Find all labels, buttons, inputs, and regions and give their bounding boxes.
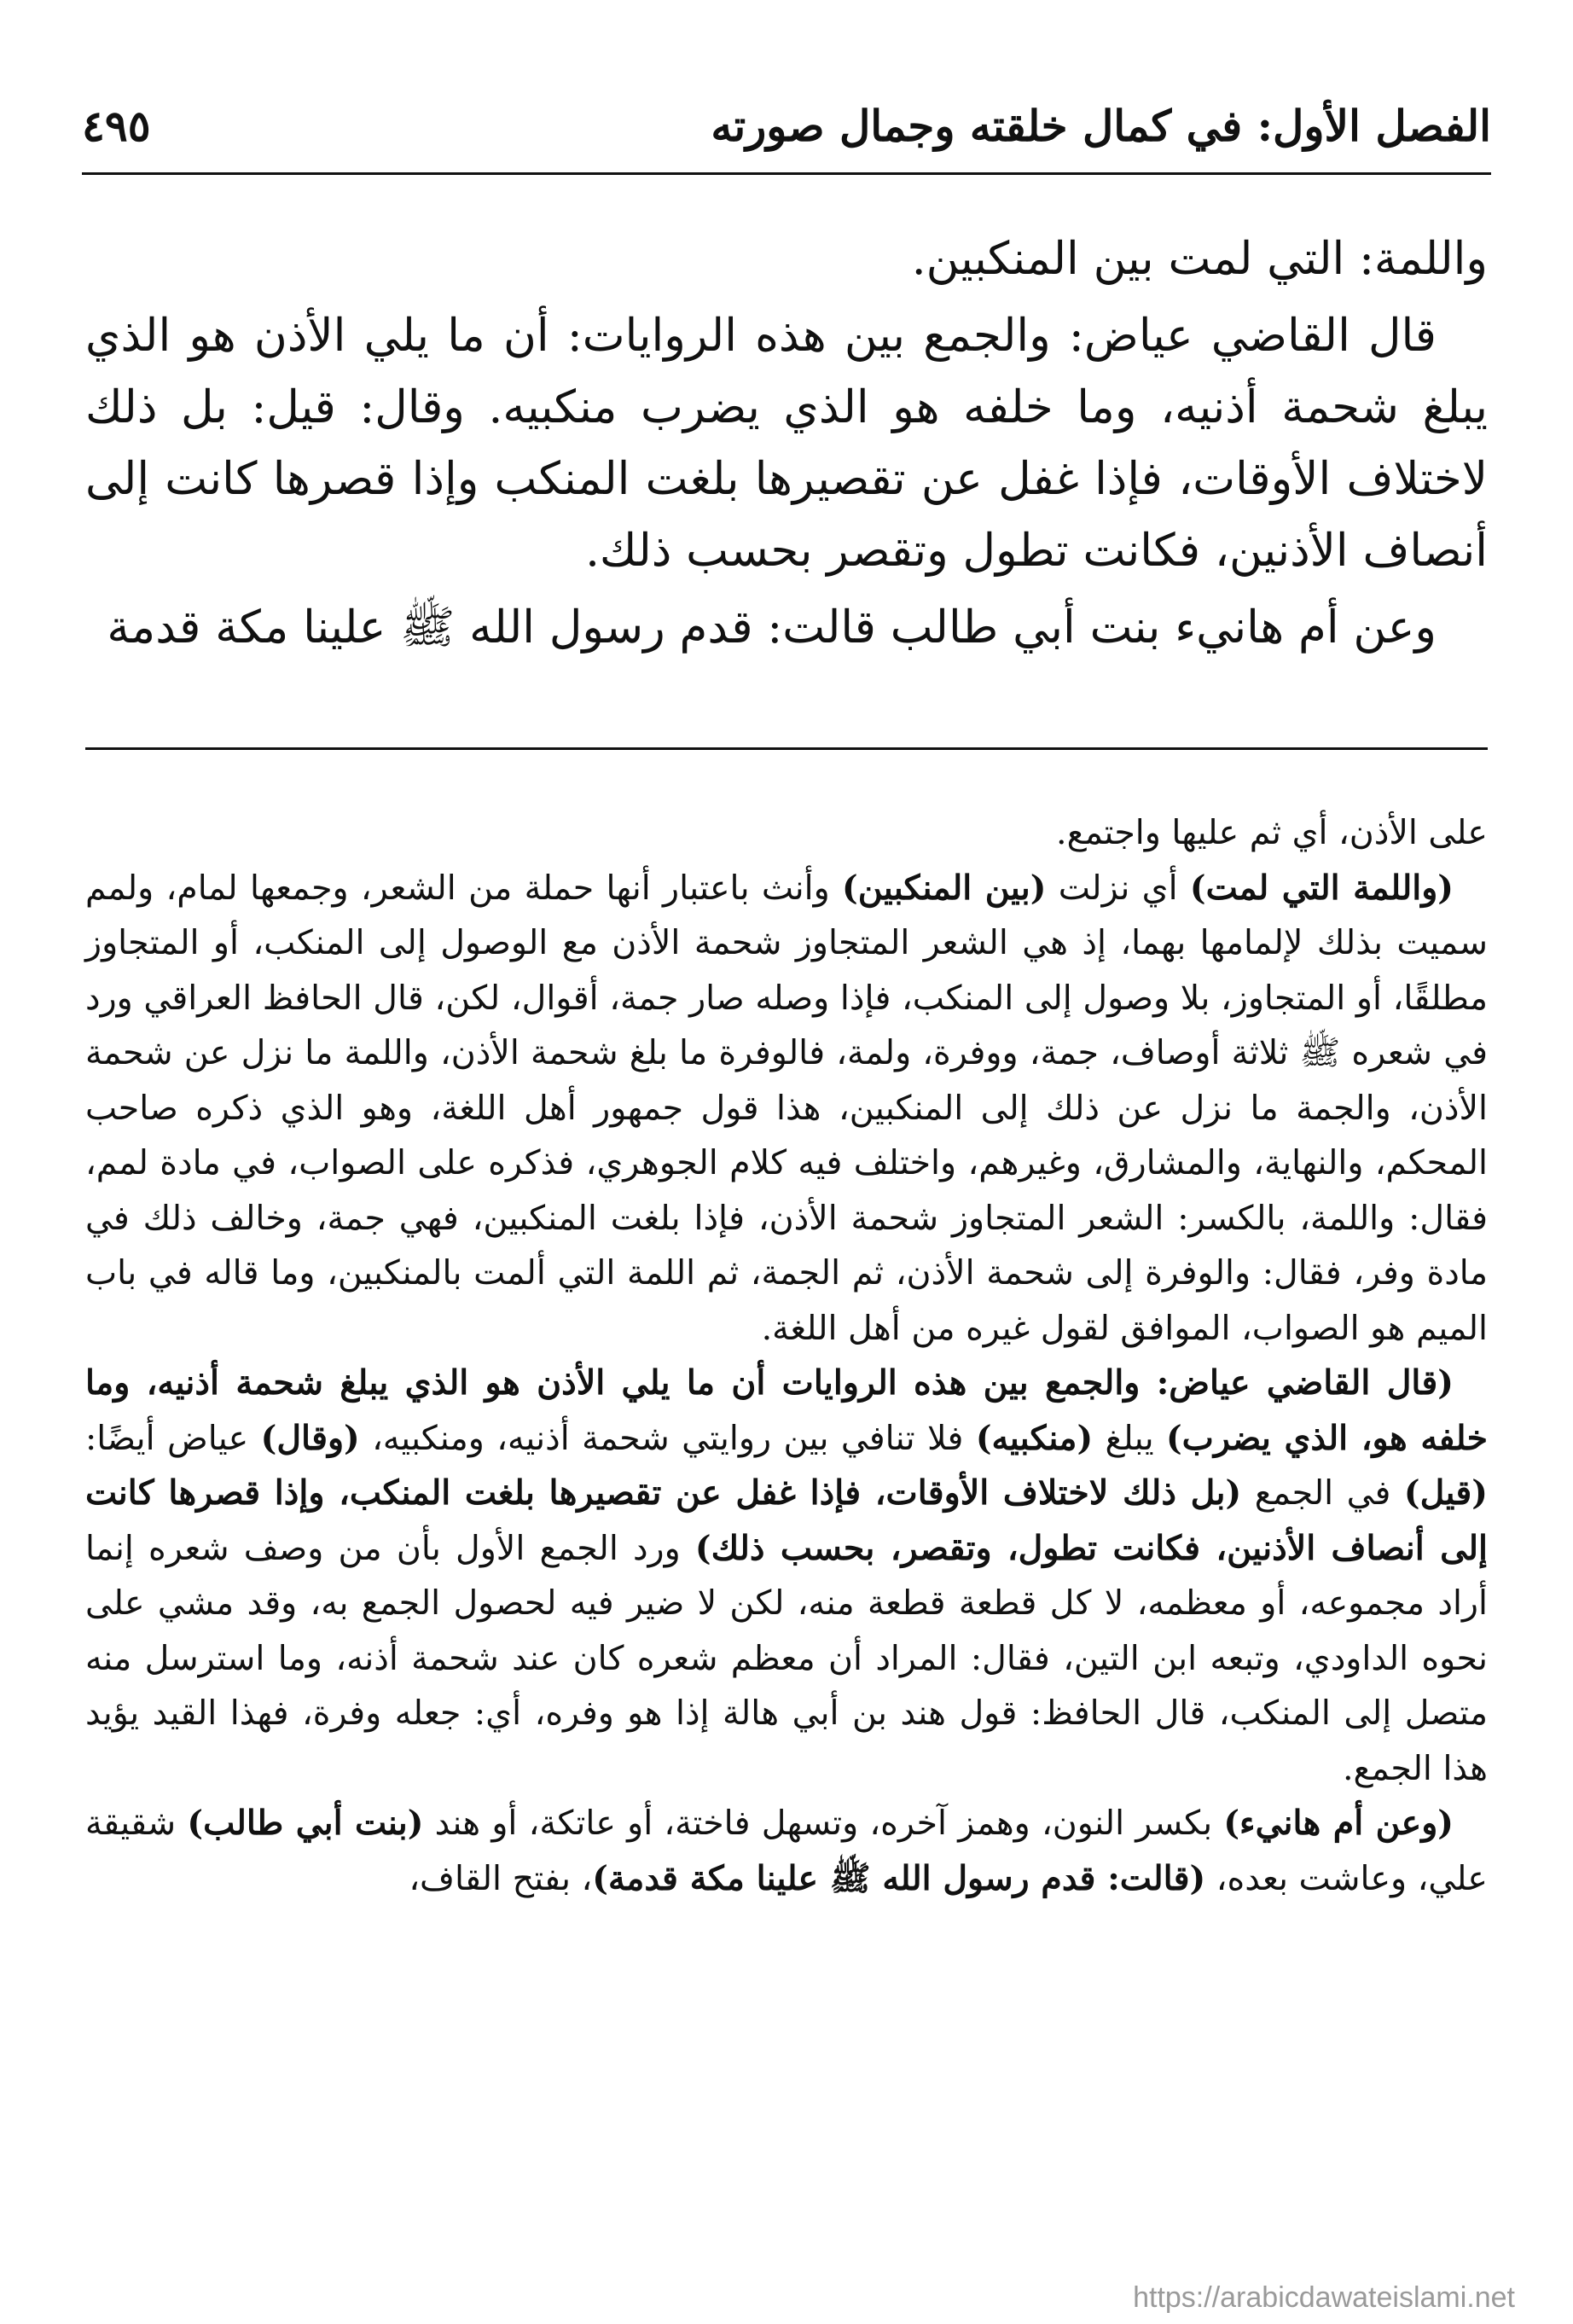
quoted-matn: (قالت: قدم رسول الله ﷺ علينا مكة قدمة) (592, 1858, 1206, 1898)
commentary-text-run: في الجمع (1241, 1473, 1404, 1513)
header-divider (82, 172, 1491, 175)
commentary-text-run: يبلغ (1093, 1418, 1166, 1458)
commentary-text-run: شقيقة علي، وعاشت بعده، (85, 1804, 1488, 1898)
main-text (85, 224, 1488, 669)
main-paragraph: وعن أم هانيء بنت أبي طالب قالت: قدم رسول الله ﷺ علينا مكة قدمة (107, 601, 1437, 654)
commentary-paragraph (85, 861, 1488, 1357)
quoted-matn: (منكبيه) (975, 1418, 1094, 1458)
quoted-matn: (وقال) (260, 1418, 360, 1458)
quoted-matn: (بين المنكبين) (842, 868, 1047, 908)
commentary-paragraph (85, 805, 1488, 861)
commentary-text-run: ، بفتح القاف، (409, 1858, 593, 1898)
page-header (82, 92, 1491, 160)
chapter-title: الفصل الأول: في كمال خلقته وجمال صورته (711, 101, 1491, 151)
commentary-text-run: فلا تنافي بين روايتي شحمة أذنيه، ومنكبيه، (359, 1418, 976, 1458)
commentary-text-run: بكسر النون، وهمز آخره، وتسهل فاختة، أو عاتكة، أو هند (423, 1804, 1224, 1843)
commentary-text-run: ورد الجمع الأول بأن من وصف شعره إنما أراد مجموعه، أو معظمه، لا كل قطعة قطعة منه، لكن لا ضير فيه لحصول الجمع به، وقد مشي على نحوه الداودي، وتبعه ابن التين، فقال: المراد أن معظم شعره كان عند شحمة أذنه، وما استرسل منه متصل إلى المنكب، قال الحافظ: قول هند بن أبي هالة إذا هو وفره، أي: جعله وفرة، فهذا القيد يؤيد هذا الجمع. (85, 1528, 1488, 1788)
commentary-text-run: أي نزلت (1046, 868, 1190, 908)
main-paragraph: واللمة: التي لمت بين المنكبين. (911, 233, 1488, 285)
commentary-paragraph (85, 1356, 1488, 1796)
quoted-matn: (بل ذلك لاختلاف الأوقات، فإذا غفل عن تقصيرها بلغت المنكب، وإذا قصرها كانت إلى أنصاف الأذنين، فكانت تطول، وتقصر، بحسب ذلك) (85, 1473, 1489, 1568)
commentary-text-run: وأنث باعتبار أنها حملة من الشعر، وجمعها لمام، ولمم سميت بذلك لإلمامها بهما، إذ هي الشعر المتجاوز شحمة الأذن مع الوصول إلى المنكب، أو المتجاوز مطلقًا، أو المتجاوز، بلا وصول إلى المنكب، فإذا وصله صار جمة، أقوال، لكن، قال الحافظ العراقي ورد في شعره ﷺ ثلاثة أوصاف، جمة، ووفرة، ولمة، فالوفرة ما بلغ شحمة الأذن، واللمة ما نزل عن شحمة الأذن، والجمة ما نزل عن ذلك إلى المنكبين، هذا قول جمهور أهل اللغة، وهو الذي ذكره صاحب المحكم، والنهاية، والمشارق، وغيرهم، واختلف فيه كلام الجوهري، فذكره على الصواب، في مادة لمم، فقال: واللمة، بالكسر: الشعر المتجاوز شحمة الأذن، فإذا بلغت المنكبين، فهي جمة، وخالف ذلك في مادة وفر، فقال: والوفرة إلى شحمة الأذن، ثم الجمة، ثم اللمة التي ألمت بالمنكبين، وما قاله في باب الميم هو الصواب، الموافق لقول غيره من أهل اللغة. (85, 868, 1488, 1348)
quoted-matn: (قيل) (1403, 1473, 1489, 1513)
main-paragraph: قال القاضي عياض: والجمع بين هذه الروايات: أن ما يلي الأذن هو الذي يبلغ شحمة أذنيه، وما خلفه هو الذي يضرب منكبيه. وقال: قيل: بل ذلك لاختلاف الأوقات، فإذا غفل عن تقصيرها بلغت المنكب وإذا قصرها كانت إلى أنصاف الأذنين، فكانت تطول وتقصر بحسب ذلك. (85, 310, 1488, 577)
page-number: ٤٩٥ (82, 101, 151, 151)
watermark-url: https://arabicdawateislami.net (1133, 2281, 1515, 2314)
quoted-matn: (بنت أبي طالب) (187, 1804, 424, 1843)
commentary-text-run: عياض أيضًا: (85, 1418, 261, 1458)
commentary-divider (85, 747, 1488, 750)
commentary-text-run: على الأذن، أي ثم عليها واجتمع. (1056, 813, 1488, 852)
quoted-matn: (قال القاضي عياض: والجمع بين هذه الروايات أن ما يلي الأذن هو الذي يبلغ شحمة أذنيه، وما خلفه هو، الذي يضرب) (85, 1363, 1488, 1458)
quoted-matn: (وعن أم هانيء) (1223, 1804, 1454, 1843)
commentary-paragraph (85, 1796, 1488, 1906)
commentary-text (85, 805, 1488, 1906)
quoted-matn: (واللمة التي لمت) (1189, 868, 1454, 908)
